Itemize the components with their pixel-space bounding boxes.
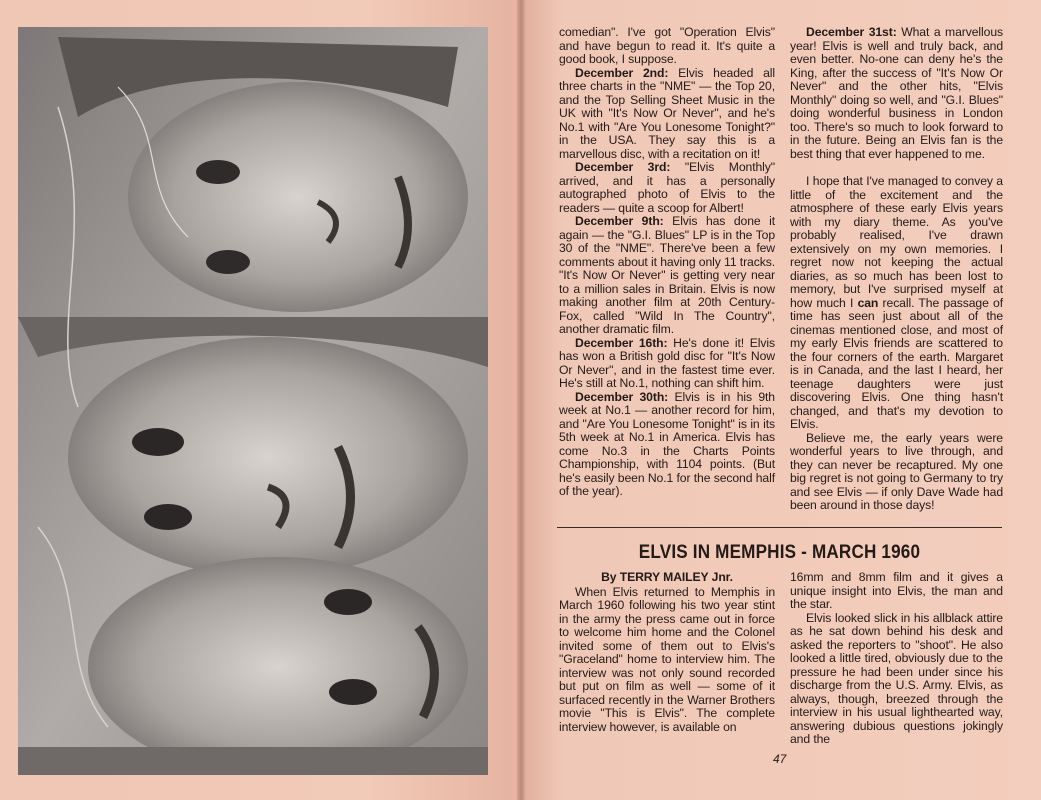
page-gutter	[517, 0, 525, 800]
entry-text: What a marvellous year! Elvis is well and truly back, and even better. No-one can deny he's the King, after the success of "It's Now Or Never" and the other hits, "Elvis Monthly" doing so well, and "G.I. Blues" doing wonderful business in London too. There's so much to look forward to in the future. Being an Elvis fan is the best thing that ever happened to me.	[790, 25, 1003, 161]
article-paragraph: 16mm and 8mm film and it gives a unique insight into Elvis, the man and the star.	[790, 570, 1003, 611]
diary-entry	[559, 391, 775, 499]
closing-paragraph: Believe me, the early years were wonderful years to live through, and they can never be recaptured. My one big regret is not going to Germany to try and see Elvis — if only Dave Wade had been around in those days!	[790, 430, 1003, 512]
entry-date: December 16th:	[575, 335, 668, 350]
entry-text: Elvis headed all three charts in the "NME" — the Top 20, and the Top Selling Sheet Music in the UK with "It's Now Or Never", and he's No.1 with "Are You Lonesome Tonight?" in the USA. They say this is a marvellous disc, with a recitation on it!	[559, 65, 775, 161]
closing-text: recall. The passage of time has seen just about all of the cinemas mentioned close, and most of my early Elvis friends are scattered to the four corners of the earth. Margaret is in Canada, and the last I heard, her teenage daughters were just discovering Elvis. One thing hasn't changed, and that's my devotion to Elvis.	[790, 295, 1004, 431]
emphasis-text: can	[857, 295, 879, 310]
article-paragraph: Elvis looked slick in his allblack attire as he sat down behind his desk and asked the reporters to "shoot". He also looked a little tired, obviously due to the pressure he had been under since his discharge from the U.S. Army. Elvis, as always, though, breezed through the interview in his usual lighthearted way, answering dubious questions jokingly and the	[790, 610, 1003, 746]
entry-text: Elvis has done it again — the "G.I. Blues" LP is in the Top 30 of the "NME". There've been a few comments about it having only 11 tracks. "It's Now Or Never" is getting very near to a million sales in Britain. Elvis is now making another film at 20th Century-Fox, called "Wild In The Country", another dramatic film.	[559, 214, 775, 336]
entry-text: "Elvis Monthly" arrived, and it has a personally autographed photo of Elvis to the readers — quite a scoop for Albert!	[559, 160, 775, 215]
diary-column-1	[559, 26, 775, 499]
article-paragraph: When Elvis returned to Memphis in March 1960 following his two year stint in the army the press came out in force to welcome him home and the Colonel invited some of them out to Elvis's "Graceland" home to interview him. The interview was not only sound recorded but put on film as well — some of it surfaced recently in the Warner Brothers movie "This is Elvis". The complete interview however, is available on	[559, 584, 775, 734]
elvis-photo-collage-icon	[18, 27, 488, 775]
diary-entry	[790, 26, 1003, 161]
entry-date: December 2nd:	[575, 65, 669, 80]
entry-text: Elvis is in his 9th week at No.1 — another record for him, and "Are You Lonesome Tonight" is in its 5th week at No.1 in America. Elvis has come No.3 in the Charts Points Championship, with 1104 points. (But he's easily been No.1 for the second half of the year).	[559, 389, 775, 498]
entry-date: December 31st:	[806, 25, 897, 39]
section-divider	[557, 527, 1002, 528]
entry-date: December 30th:	[575, 389, 669, 404]
article-column-2	[790, 571, 1003, 747]
diary-entry	[559, 161, 775, 215]
entry-text: He's done it! Elvis has won a British gold disc for "It's Now Or Never", and in the fastest time ever. He's still at No.1, nothing can shift him.	[559, 335, 775, 390]
article-byline: By TERRY MAILEY Jnr.	[601, 570, 733, 584]
closing-paragraph	[790, 175, 1003, 432]
diary-column-2	[790, 26, 1003, 513]
paragraph-gap	[790, 161, 1003, 175]
entry-date: December 9th:	[575, 214, 664, 228]
elvis-photo	[18, 27, 488, 775]
entry-date: December 3rd:	[575, 160, 671, 174]
article-column-1	[559, 571, 775, 734]
diary-entry	[559, 67, 775, 162]
diary-entry	[559, 337, 775, 391]
diary-entry	[559, 215, 775, 337]
diary-paragraph: comedian". I've got "Operation Elvis" and have begun to read it. It's quite a good book, I suppose.	[559, 25, 775, 66]
page-number: 47	[773, 752, 787, 766]
article-headline: ELVIS IN MEMPHIS - MARCH 1960	[638, 542, 921, 563]
closing-text: I hope that I've managed to convey a little of the excitement and the atmosphere of these early Elvis years with my diary theme. As you've probably realised, I've drawn extensively on my own memories. I regret now not keeping the actual diaries, as so much has been lost to memory, but I've surprised myself at how much I	[790, 174, 1003, 310]
